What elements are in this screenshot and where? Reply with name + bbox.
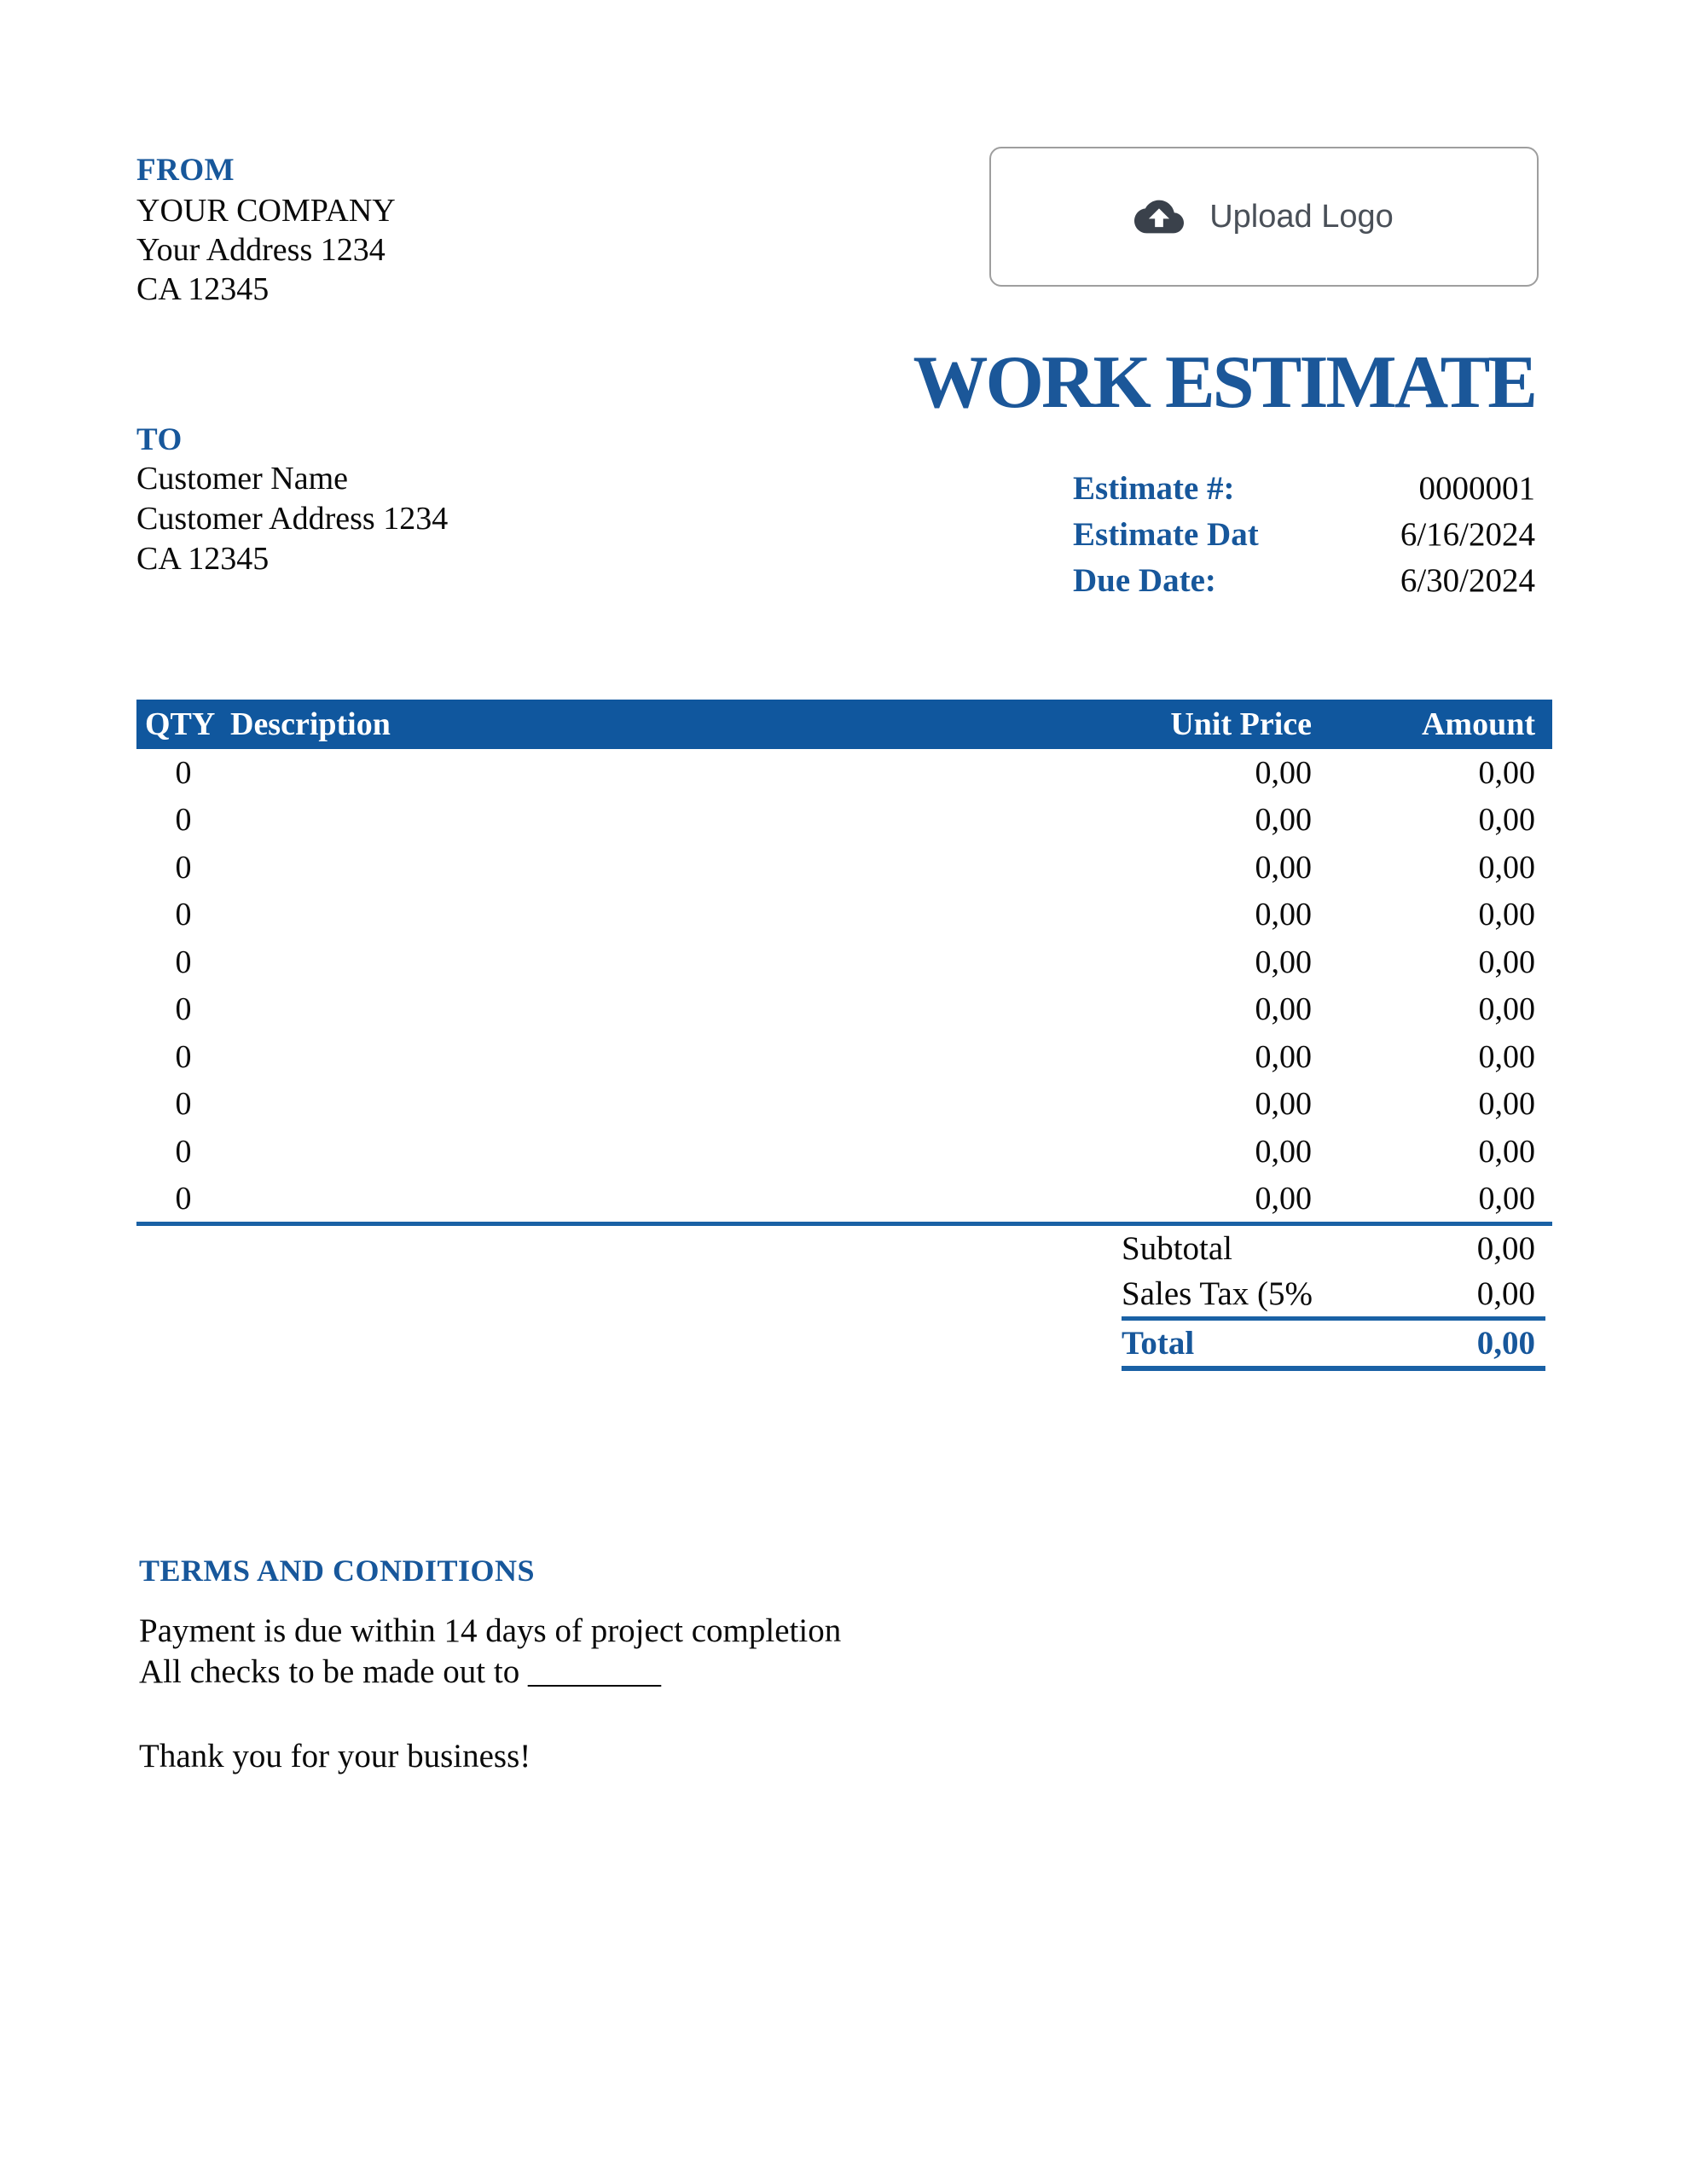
total-value: 0,00 xyxy=(1476,1325,1535,1362)
upload-logo-label: Upload Logo xyxy=(1209,198,1394,235)
cloud-upload-icon xyxy=(1134,192,1184,241)
header-qty: QTY xyxy=(145,706,216,742)
estimate-number-label: Estimate #: xyxy=(1073,469,1235,507)
sales-tax-label: Sales Tax (5% xyxy=(1122,1275,1313,1312)
due-date-row xyxy=(1073,557,1535,603)
estimate-date-label: Estimate Dat xyxy=(1073,515,1259,553)
total-label: Total xyxy=(1122,1325,1195,1362)
cell-amount: 0,00 xyxy=(1478,1181,1535,1217)
estimate-number-row xyxy=(1073,465,1535,511)
estimate-number-value: 0000001 xyxy=(1418,469,1535,507)
table-row xyxy=(136,844,1552,892)
cell-amount: 0,00 xyxy=(1478,897,1535,933)
cell-unit-price: 0,00 xyxy=(1255,944,1312,980)
upload-logo-button[interactable] xyxy=(989,147,1539,287)
table-row xyxy=(136,1033,1552,1081)
customer-address: Customer Address 1234 xyxy=(136,501,449,537)
from-section-label: FROM xyxy=(136,153,235,188)
cell-qty: 0 xyxy=(175,1086,192,1123)
table-header xyxy=(136,700,1552,749)
table-row xyxy=(136,797,1552,845)
subtotal-value: 0,00 xyxy=(1476,1230,1535,1267)
customer-name: Customer Name xyxy=(136,461,349,497)
cell-amount: 0,00 xyxy=(1478,991,1535,1028)
terms-line-2: All checks to be made out to ________ xyxy=(139,1653,661,1690)
cell-unit-price: 0,00 xyxy=(1255,991,1312,1028)
cell-unit-price: 0,00 xyxy=(1255,897,1312,933)
cell-qty: 0 xyxy=(175,944,192,980)
cell-amount: 0,00 xyxy=(1478,1086,1535,1123)
estimate-date-value: 6/16/2024 xyxy=(1400,515,1535,553)
cell-qty: 0 xyxy=(175,802,192,839)
subtotal-row xyxy=(1122,1226,1545,1271)
cell-unit-price: 0,00 xyxy=(1255,849,1312,886)
cell-amount: 0,00 xyxy=(1478,1038,1535,1075)
table-row xyxy=(136,892,1552,939)
cell-qty: 0 xyxy=(175,991,192,1028)
estimate-info xyxy=(1073,465,1535,603)
cell-unit-price: 0,00 xyxy=(1255,754,1312,791)
table-body xyxy=(136,749,1552,1223)
due-date-value: 6/30/2024 xyxy=(1400,561,1535,599)
cell-qty: 0 xyxy=(175,1181,192,1217)
totals-section xyxy=(1122,1226,1545,1371)
document-title: WORK ESTIMATE xyxy=(913,341,1535,424)
sales-tax-row xyxy=(1122,1271,1545,1316)
to-section-label: TO xyxy=(136,422,183,457)
cell-amount: 0,00 xyxy=(1478,754,1535,791)
cell-unit-price: 0,00 xyxy=(1255,1038,1312,1075)
terms-text xyxy=(139,1611,841,1693)
company-name: YOUR COMPANY xyxy=(136,193,396,229)
cell-unit-price: 0,00 xyxy=(1255,1181,1312,1217)
to-address-block xyxy=(136,459,448,579)
total-row xyxy=(1122,1321,1545,1366)
from-address-block xyxy=(136,191,396,309)
estimate-date-row xyxy=(1073,511,1535,557)
table-row xyxy=(136,1176,1552,1223)
cell-qty: 0 xyxy=(175,849,192,886)
terms-line-1: Payment is due within 14 days of project completion xyxy=(139,1612,842,1649)
cell-unit-price: 0,00 xyxy=(1255,1133,1312,1170)
table-row xyxy=(136,1081,1552,1129)
table-row xyxy=(136,986,1552,1034)
company-address: Your Address 1234 xyxy=(136,232,386,268)
header-unit-price: Unit Price xyxy=(1170,706,1312,742)
cell-amount: 0,00 xyxy=(1478,802,1535,839)
due-date-label: Due Date: xyxy=(1073,561,1216,599)
table-row xyxy=(136,1128,1552,1176)
customer-city: CA 12345 xyxy=(136,541,270,577)
header-amount: Amount xyxy=(1421,706,1535,742)
cell-unit-price: 0,00 xyxy=(1255,802,1312,839)
cell-amount: 0,00 xyxy=(1478,849,1535,886)
cell-amount: 0,00 xyxy=(1478,944,1535,980)
cell-qty: 0 xyxy=(175,1038,192,1075)
terms-section-label: TERMS AND CONDITIONS xyxy=(139,1554,536,1588)
cell-qty: 0 xyxy=(175,754,192,791)
table-row xyxy=(136,938,1552,986)
cell-qty: 0 xyxy=(175,1133,192,1170)
cell-unit-price: 0,00 xyxy=(1255,1086,1312,1123)
header-description: Description xyxy=(230,706,391,742)
cell-qty: 0 xyxy=(175,897,192,933)
table-row xyxy=(136,749,1552,797)
thank-you-note: Thank you for your business! xyxy=(139,1738,531,1774)
total-bottom-rule xyxy=(1122,1366,1545,1371)
subtotal-label: Subtotal xyxy=(1122,1230,1233,1267)
sales-tax-value: 0,00 xyxy=(1476,1275,1535,1312)
company-city: CA 12345 xyxy=(136,271,270,307)
cell-amount: 0,00 xyxy=(1478,1133,1535,1170)
